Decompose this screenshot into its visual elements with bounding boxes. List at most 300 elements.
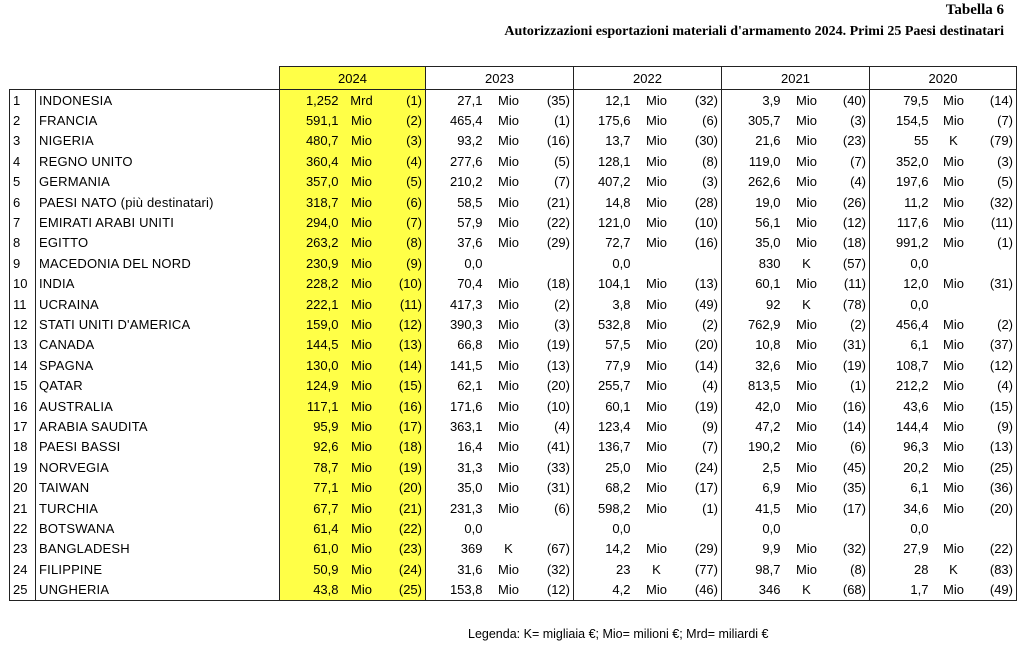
country-cell: NIGERIA [36,131,280,151]
rank-year-cell: (5) [532,151,574,171]
value-cell: 154,5 [870,110,932,130]
unit-cell: Mio [796,459,817,475]
rank-year-cell: (16) [830,396,870,416]
unit-cell: K [652,561,661,577]
value-cell: 212,2 [870,375,932,395]
rank-year-cell: (79) [976,131,1017,151]
rank-year-cell [532,253,574,273]
rank-year-cell: (78) [830,294,870,314]
value-cell: 119,0 [722,151,784,171]
rank-year-cell: (18) [532,274,574,294]
value-cell: 27,1 [426,90,486,111]
rank-year-cell: (13) [680,274,722,294]
table-row [10,233,1017,253]
unit-cell: Mio [796,357,817,373]
value-cell: 68,2 [574,477,634,497]
table-row [10,416,1017,436]
unit-cell: Mio [342,151,382,171]
unit-cell: Mio [646,316,667,332]
value-cell: 0,0 [574,518,634,538]
rank-year-cell: (20) [680,335,722,355]
rank-year-cell: (14) [382,355,426,375]
unit-cell: Mio [646,174,667,190]
unit-cell: Mio [796,235,817,251]
country-cell: STATI UNITI D'AMERICA [36,314,280,334]
value-cell: 190,2 [722,437,784,457]
unit-cell: Mio [342,274,382,294]
country-cell: ARABIA SAUDITA [36,416,280,436]
value-cell: 228,2 [280,274,342,294]
value-cell: 28 [870,559,932,579]
value-cell: 35,0 [426,477,486,497]
rank-year-cell [532,518,574,538]
value-cell: 128,1 [574,151,634,171]
value-cell: 0,0 [574,253,634,273]
unit-cell: Mio [342,559,382,579]
rank-year-cell: (19) [382,457,426,477]
value-cell: 830 [722,253,784,273]
value-cell: 57,9 [426,212,486,232]
value-cell: 4,2 [574,579,634,600]
value-cell: 92,6 [280,437,342,457]
value-cell: 123,4 [574,416,634,436]
rank-year-cell: (8) [382,233,426,253]
rank-year-cell: (30) [680,131,722,151]
rank-year-cell: (8) [680,151,722,171]
value-cell: 159,0 [280,314,342,334]
table-row [10,90,1017,111]
country-cell: EMIRATI ARABI UNITI [36,212,280,232]
unit-cell: Mio [943,398,964,414]
rank-year-cell: (19) [830,355,870,375]
rank-cell: 6 [10,192,36,212]
table-row [10,335,1017,355]
unit-cell: Mio [796,174,817,190]
value-cell: 363,1 [426,416,486,436]
rank-year-cell: (23) [382,539,426,559]
rank-year-cell: (11) [382,294,426,314]
rank-cell: 11 [10,294,36,314]
unit-cell: Mio [646,480,667,496]
unit-cell: Mio [796,113,817,129]
header-blank [36,67,280,90]
rank-year-cell: (14) [830,416,870,436]
value-cell: 0,0 [870,518,932,538]
value-cell: 360,4 [280,151,342,171]
table-row [10,172,1017,192]
rank-year-cell: (17) [382,416,426,436]
rank-cell: 4 [10,151,36,171]
rank-year-cell: (24) [382,559,426,579]
value-cell: 153,8 [426,579,486,600]
unit-cell: Mio [943,378,964,394]
unit-cell: Mio [796,541,817,557]
unit-cell: Mio [342,518,382,538]
value-cell: 346 [722,579,784,600]
rank-year-cell: (13) [532,355,574,375]
rank-year-cell: (49) [976,579,1017,600]
unit-cell: Mio [796,316,817,332]
unit-cell: Mio [932,579,976,600]
rank-year-cell: (20) [532,375,574,395]
unit-cell: Mio [342,192,382,212]
rank-cell: 16 [10,396,36,416]
rank-year-cell: (2) [532,294,574,314]
value-cell: 13,7 [574,131,634,151]
rank-year-cell: (31) [830,335,870,355]
rank-year-cell: (15) [976,396,1017,416]
table-row [10,518,1017,538]
unit-cell: Mio [498,418,519,434]
rank-year-cell: (45) [830,457,870,477]
rank-year-cell: (18) [830,233,870,253]
unit-cell: Mio [943,113,964,129]
value-cell: 991,2 [870,233,932,253]
value-cell: 2,5 [722,457,784,477]
rank-year-cell: (31) [976,274,1017,294]
rank-year-cell: (24) [680,457,722,477]
unit-cell: Mio [796,398,817,414]
rank-year-cell: (25) [382,579,426,600]
unit-cell: Mio [342,253,382,273]
table-row [10,151,1017,171]
value-cell: 77,1 [280,477,342,497]
unit-cell: Mio [498,337,519,353]
value-cell: 20,2 [870,457,932,477]
unit-cell [932,518,976,538]
table-row [10,396,1017,416]
rank-cell: 19 [10,457,36,477]
unit-cell: Mio [943,459,964,475]
rank-year-cell: (1) [382,90,426,111]
rank-year-cell [830,518,870,538]
rank-cell: 21 [10,498,36,518]
rank-year-cell: (20) [382,477,426,497]
unit-cell: Mio [498,153,519,169]
country-cell: QATAR [36,375,280,395]
country-cell: UCRAINA [36,294,280,314]
unit-cell: Mio [796,133,817,149]
unit-cell: Mio [943,541,964,557]
unit-cell: Mio [646,276,667,292]
table-row [10,253,1017,273]
year-header-2023: 2023 [426,67,574,90]
rank-year-cell: (5) [976,172,1017,192]
unit-cell: Mio [646,418,667,434]
rank-cell: 9 [10,253,36,273]
value-cell: 43,8 [280,579,342,600]
rank-year-cell: (14) [976,90,1017,111]
rank-year-cell: (41) [532,437,574,457]
rank-cell: 12 [10,314,36,334]
unit-cell: Mio [342,375,382,395]
rank-year-cell: (4) [680,375,722,395]
rank-year-cell: (83) [976,559,1017,579]
country-cell: AUSTRALIA [36,396,280,416]
value-cell: 58,5 [426,192,486,212]
rank-cell: 8 [10,233,36,253]
value-cell: 41,5 [722,498,784,518]
rank-year-cell: (10) [382,274,426,294]
value-cell: 121,0 [574,212,634,232]
rank-year-cell: (2) [680,314,722,334]
unit-cell: Mio [646,113,667,129]
value-cell: 230,9 [280,253,342,273]
rank-year-cell: (36) [976,477,1017,497]
country-cell: INDONESIA [36,90,280,111]
rank-year-cell: (3) [830,110,870,130]
value-cell: 197,6 [870,172,932,192]
rank-year-cell: (11) [830,274,870,294]
unit-cell: Mio [943,174,964,190]
value-cell: 35,0 [722,233,784,253]
rank-cell: 20 [10,477,36,497]
unit-cell: Mio [498,133,519,149]
unit-cell: Mio [342,314,382,334]
rank-year-cell: (4) [976,375,1017,395]
rank-year-cell: (32) [532,559,574,579]
rank-year-cell: (12) [532,579,574,600]
table-row [10,192,1017,212]
value-cell: 11,2 [870,192,932,212]
rank-cell: 2 [10,110,36,130]
unit-cell: Mio [646,194,667,210]
value-cell: 60,1 [574,396,634,416]
rank-year-cell: (35) [830,477,870,497]
table-subtitle: Autorizzazioni esportazioni materiali d'armamento 2024. Primi 25 Paesi destinatari [504,24,1004,39]
unit-cell: Mio [796,561,817,577]
value-cell: 77,9 [574,355,634,375]
country-cell: EGITTO [36,233,280,253]
value-cell: 417,3 [426,294,486,314]
rank-year-cell: (13) [976,437,1017,457]
value-cell: 6,1 [870,477,932,497]
unit-cell: Mio [342,437,382,457]
value-cell: 117,1 [280,396,342,416]
unit-cell: Mio [498,113,519,129]
unit-cell: Mio [646,215,667,231]
value-cell: 42,0 [722,396,784,416]
value-cell: 98,7 [722,559,784,579]
value-cell: 124,9 [280,375,342,395]
country-cell: SPAGNA [36,355,280,375]
rank-year-cell: (32) [830,539,870,559]
table-row [10,314,1017,334]
value-cell: 9,9 [722,539,784,559]
country-cell: BOTSWANA [36,518,280,538]
unit-cell: Mio [498,439,519,455]
unit-cell: Mio [342,498,382,518]
value-cell: 12,0 [870,274,932,294]
rank-year-cell: (7) [680,437,722,457]
unit-cell: Mio [646,439,667,455]
rank-year-cell: (13) [382,335,426,355]
table-row [10,457,1017,477]
value-cell: 14,8 [574,192,634,212]
value-cell: 12,1 [574,90,634,111]
value-cell: 407,2 [574,172,634,192]
value-cell: 108,7 [870,355,932,375]
unit-cell: Mio [342,355,382,375]
value-cell: 255,7 [574,375,634,395]
unit-cell: K [949,561,958,577]
unit-cell: Mio [342,172,382,192]
country-cell: TURCHIA [36,498,280,518]
unit-cell: Mio [342,110,382,130]
value-cell: 92 [722,294,784,314]
value-cell: 79,5 [870,90,932,111]
unit-cell: Mio [498,459,519,475]
rank-year-cell: (32) [680,90,722,111]
year-header-2021: 2021 [722,67,870,90]
unit-cell: Mio [646,296,667,312]
unit-cell: Mio [498,215,519,231]
value-cell: 34,6 [870,498,932,518]
rank-year-cell: (17) [680,477,722,497]
unit-cell: Mio [486,579,532,600]
rank-year-cell: (3) [532,314,574,334]
legend: Legenda: K= migliaia €; Mio= milioni €; Mrd= miliardi € [468,627,769,641]
rank-cell: 7 [10,212,36,232]
value-cell: 0,0 [870,253,932,273]
table-row [10,355,1017,375]
rank-year-cell: (9) [680,416,722,436]
value-cell: 72,7 [574,233,634,253]
value-cell: 21,6 [722,131,784,151]
rank-year-cell: (3) [680,172,722,192]
rank-year-cell: (22) [532,212,574,232]
unit-cell: Mio [342,233,382,253]
rank-year-cell: (57) [830,253,870,273]
unit-cell: Mio [796,378,817,394]
rank-year-cell: (18) [382,437,426,457]
rank-cell: 13 [10,335,36,355]
unit-cell: Mio [796,194,817,210]
rank-year-cell: (9) [382,253,426,273]
unit-cell: Mio [498,378,519,394]
unit-cell: Mio [646,459,667,475]
unit-cell: Mrd [342,90,382,111]
unit-cell: Mio [342,396,382,416]
value-cell: 67,7 [280,498,342,518]
rank-year-cell: (31) [532,477,574,497]
unit-cell: K [504,541,513,557]
unit-cell: Mio [943,480,964,496]
unit-cell: Mio [498,276,519,292]
rank-year-cell: (28) [680,192,722,212]
value-cell: 43,6 [870,396,932,416]
rank-year-cell: (4) [830,172,870,192]
rank-year-cell: (2) [976,314,1017,334]
rank-year-cell: (19) [680,396,722,416]
table-row [10,579,1017,600]
unit-cell [932,294,976,314]
unit-cell: Mio [796,480,817,496]
unit-cell: Mio [646,541,667,557]
rank-year-cell: (12) [830,212,870,232]
table-row [10,477,1017,497]
rank-year-cell: (12) [382,314,426,334]
unit-cell: Mio [943,357,964,373]
rank-cell: 23 [10,539,36,559]
unit-cell: Mio [646,153,667,169]
rank-cell: 22 [10,518,36,538]
rank-year-cell: (12) [976,355,1017,375]
value-cell: 14,2 [574,539,634,559]
value-cell: 56,1 [722,212,784,232]
table-row [10,437,1017,457]
rank-year-cell: (29) [532,233,574,253]
unit-cell: Mio [943,215,964,231]
value-cell: 390,3 [426,314,486,334]
value-cell: 141,5 [426,355,486,375]
unit-cell: Mio [342,416,382,436]
value-cell: 318,7 [280,192,342,212]
table-row [10,274,1017,294]
value-cell: 104,1 [574,274,634,294]
value-cell: 6,9 [722,477,784,497]
value-cell: 3,9 [722,90,784,111]
table-row [10,559,1017,579]
unit-cell: Mio [342,131,382,151]
rank-year-cell: (37) [976,335,1017,355]
rank-cell: 18 [10,437,36,457]
rank-year-cell: (32) [976,192,1017,212]
value-cell: 144,5 [280,335,342,355]
value-cell: 95,9 [280,416,342,436]
rank-cell: 24 [10,559,36,579]
rank-cell: 14 [10,355,36,375]
value-cell: 0,0 [426,253,486,273]
rank-year-cell: (3) [976,151,1017,171]
rank-year-cell: (46) [680,579,722,600]
value-cell: 480,7 [280,131,342,151]
table-row [10,131,1017,151]
unit-cell: Mio [342,457,382,477]
rank-year-cell [976,253,1017,273]
unit-cell: Mio [943,276,964,292]
unit-cell: Mio [342,477,382,497]
rank-year-cell [680,518,722,538]
rank-year-cell: (7) [830,151,870,171]
rank-year-cell: (35) [532,90,574,111]
rank-year-cell: (5) [382,172,426,192]
unit-cell [784,518,830,538]
table-row [10,212,1017,232]
unit-cell: Mio [943,439,964,455]
country-cell: PAESI BASSI [36,437,280,457]
rank-year-cell: (10) [532,396,574,416]
rank-cell: 10 [10,274,36,294]
value-cell: 369 [426,539,486,559]
rank-year-cell: (3) [382,131,426,151]
value-cell: 813,5 [722,375,784,395]
rank-year-cell: (21) [382,498,426,518]
rank-year-cell: (16) [382,396,426,416]
rank-year-cell: (4) [532,416,574,436]
exports-table [9,66,1017,601]
value-cell: 277,6 [426,151,486,171]
rank-year-cell: (33) [532,457,574,477]
rank-year-cell: (26) [830,192,870,212]
value-cell: 117,6 [870,212,932,232]
rank-cell: 1 [10,90,36,111]
country-cell: FRANCIA [36,110,280,130]
unit-cell: Mio [646,235,667,251]
year-header-2022: 2022 [574,67,722,90]
rank-year-cell: (6) [532,498,574,518]
unit-cell: Mio [932,90,976,111]
